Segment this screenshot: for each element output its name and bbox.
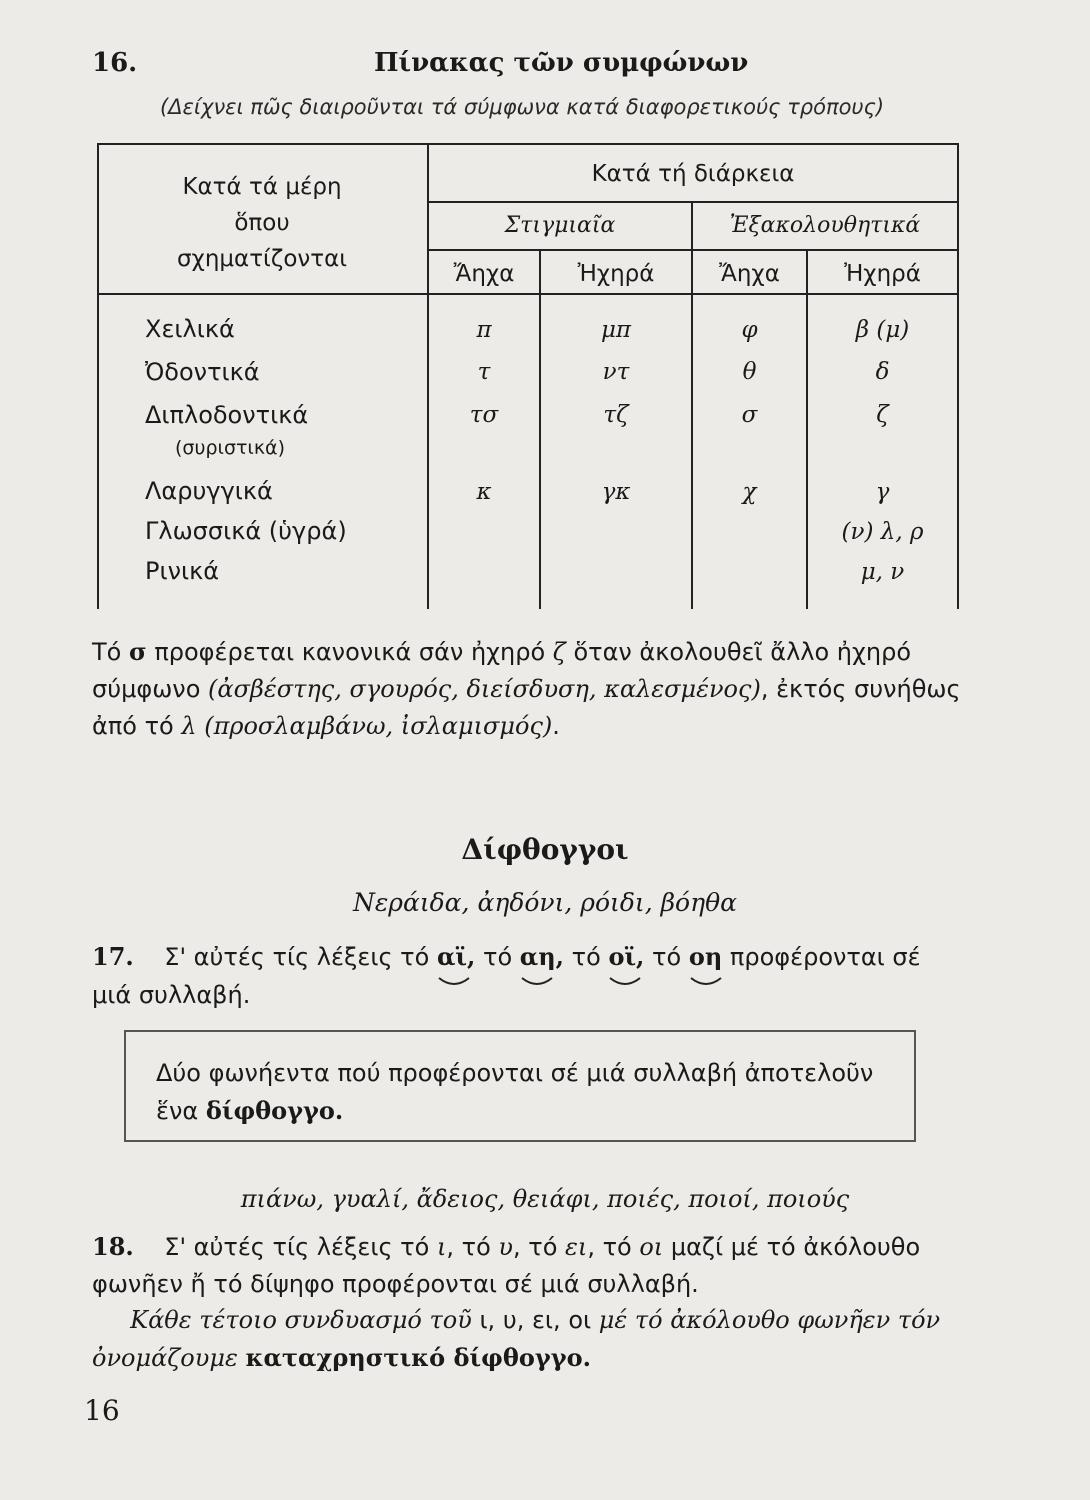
sigma-note: Τό σ προφέρεται κανονικά σάν ἠχηρό ζ ὅταν ἀκολουθεῖ ἄλλο ἠχηρό σύμφωνο (ἀσβέστης, σγουρός, διείσδυση, καλεσμένος), ἐκτός συνήθως ἀπό τό λ (προσλαμβάνω, ἰσλαμισμός). bbox=[92, 637, 961, 740]
table-cell: (ν) λ, ρ bbox=[841, 519, 924, 545]
definition-term: δίφθογγο. bbox=[205, 1096, 344, 1125]
row-label-double-dental: Διπλοδοντικά bbox=[145, 401, 309, 429]
diphthong-ai: αϊ, bbox=[437, 938, 475, 976]
voiced-stops-header: Ἠχηρά bbox=[577, 261, 655, 287]
continuants-header: Ἐξακολουθητικά bbox=[729, 213, 921, 238]
table-cell: τσ bbox=[469, 402, 499, 428]
diphthong-examples: Νεράιδα, ἀηδόνι, ρόιδι, βόηθα bbox=[352, 888, 738, 917]
table-cell: χ bbox=[742, 479, 757, 505]
table-cell: δ bbox=[875, 359, 890, 385]
diphthong-oi: οϊ, bbox=[608, 938, 644, 976]
table-cell: σ bbox=[741, 402, 758, 428]
table-cell: μπ bbox=[600, 317, 632, 343]
table-cell: μ, ν bbox=[860, 559, 905, 585]
rule-17: 17. Σ' αὐτές τίς λέξεις τό αϊ, τό αη, τό οϊ, τό οη προφέρονται σέ μιά συλλαβή. bbox=[92, 938, 962, 1014]
row-label-nasal: Ρινικά bbox=[145, 557, 220, 585]
table-cell: π bbox=[476, 317, 492, 343]
table-cell: τ bbox=[477, 359, 491, 385]
table-cell: ντ bbox=[602, 359, 630, 385]
stops-header: Στιγμιαῖα bbox=[504, 213, 616, 238]
section-title: Πίνακας τῶν συμφώνων bbox=[374, 48, 749, 78]
duration-header: Κατά τή διάρκεια bbox=[591, 161, 795, 187]
table-cell: κ bbox=[476, 479, 492, 505]
definition-text: Δύο φωνήεντα πού προφέρονται σέ μιά συλλαβή ἀποτελοῦν ἕνα δίφθογγο. bbox=[156, 1059, 874, 1125]
table-cell: τζ bbox=[603, 402, 629, 428]
voiceless-continuants-header: Ἄηχα bbox=[719, 261, 780, 287]
voiceless-stops-header: Ἄηχα bbox=[453, 261, 515, 287]
row-label-sibilant: (συριστικά) bbox=[175, 437, 285, 459]
rule-18: 18. Σ' αὐτές τίς λέξεις τό ι, τό υ, τό ει, τό οι μαζί μέ τό ἀκόλουθο φωνῆεν ἤ τό δίψηφο προφέρονται σέ μιά συλλαβή. bbox=[92, 1232, 921, 1298]
place-header: Κατά τά μέρη ὅπου σχηματίζονται bbox=[176, 174, 348, 272]
section-number: 16. bbox=[92, 48, 138, 78]
row-label-dental: Ὀδοντικά bbox=[145, 358, 260, 386]
voiced-continuants-header: Ἠχηρά bbox=[844, 261, 921, 287]
table-cell: β (μ) bbox=[855, 317, 910, 343]
consonant-table bbox=[97, 143, 959, 609]
row-label-liquid: Γλωσσικά (ὑγρά) bbox=[145, 517, 347, 545]
table-cell: γκ bbox=[601, 479, 631, 505]
diphthong-oh: οη bbox=[689, 938, 722, 976]
diphthongs-heading: Δίφθογγοι bbox=[461, 833, 629, 866]
row-label-velar: Λαρυγγικά bbox=[145, 477, 273, 505]
table-cell: ζ bbox=[876, 402, 889, 428]
diphthong-ah: αη, bbox=[520, 938, 564, 976]
improper-diphthong-note: Κάθε τέτοιο συνδυασμό τοῦ ι, υ, ει, οι μέ τό ἀκόλουθο φωνῆεν τόν ὀνομάζουμε καταχρηστικό δίφθογγο. bbox=[92, 1306, 941, 1372]
section-subtitle: (Δείχνει πῶς διαιροῦνται τά σύμφωνα κατά διαφορετικούς τρόπους) bbox=[160, 95, 885, 119]
row-label-labial: Χειλικά bbox=[145, 315, 235, 343]
table-cell: θ bbox=[742, 359, 757, 385]
table-cell: φ bbox=[741, 317, 758, 343]
table-cell: γ bbox=[875, 479, 890, 505]
page-number: 16 bbox=[84, 1394, 120, 1427]
improper-diphthong-examples: πιάνω, γυαλί, ἄδειος, θειάφι, ποιές, ποιοί, ποιούς bbox=[240, 1185, 850, 1213]
